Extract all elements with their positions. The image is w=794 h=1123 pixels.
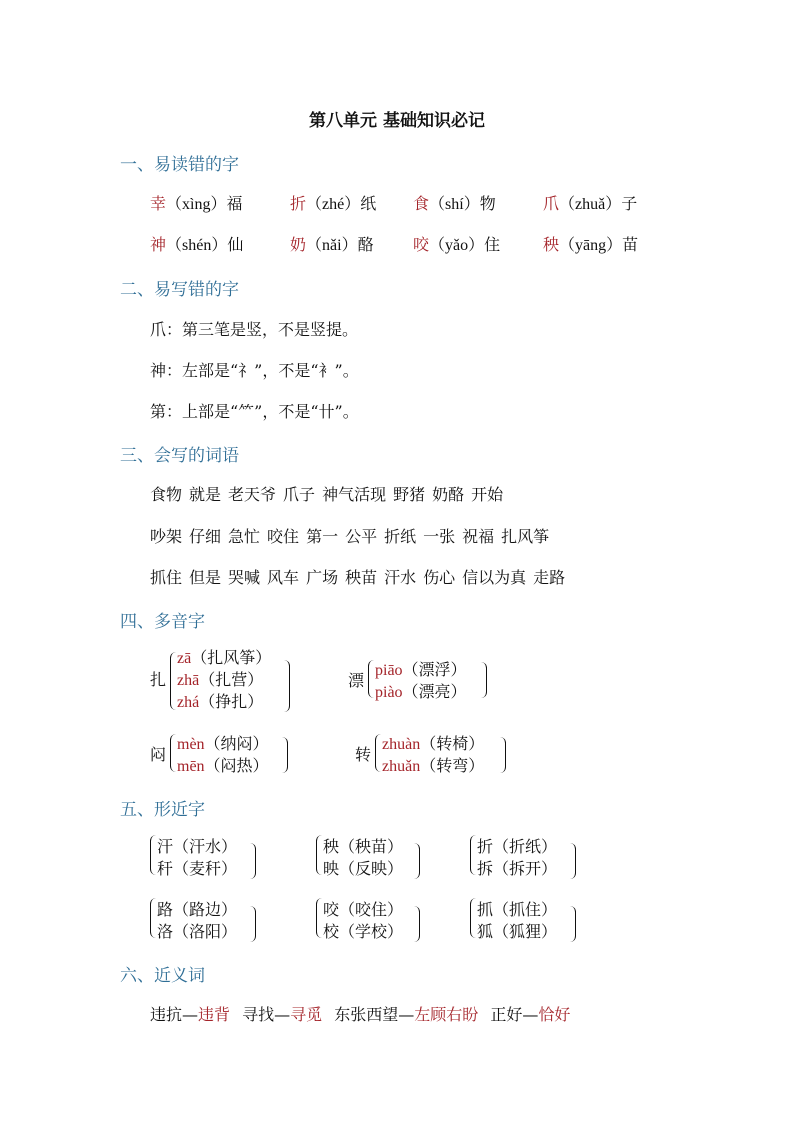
- polyphone-pinyin: piào: [375, 684, 403, 701]
- right-paren: [414, 906, 420, 942]
- word: 公平: [345, 527, 378, 546]
- reading-after: 酪: [357, 235, 374, 254]
- right-paren: [570, 843, 576, 879]
- reading-after: 住: [484, 235, 501, 254]
- reading-item: [413, 191, 496, 214]
- reading-after: 仙: [227, 235, 244, 254]
- polyphone-char: 扎: [150, 670, 167, 689]
- reading-char: 爪: [543, 194, 560, 213]
- word: 食物: [150, 485, 183, 504]
- polyphone-entry: [177, 689, 263, 712]
- writing-note: 爪：第三笔是竖，不是竖提。: [150, 320, 359, 339]
- word-line-2: [150, 524, 556, 547]
- section-heading-words: 三、会写的词语: [120, 446, 239, 466]
- similar-char: 汗（汗水）: [157, 837, 238, 856]
- word: 咬住: [267, 527, 300, 546]
- synonym-word: 东张西望—: [334, 1005, 415, 1024]
- word-line-1: [150, 482, 510, 505]
- reading-char: 折: [290, 194, 307, 213]
- word: 抓住: [150, 568, 183, 587]
- polyphone-pinyin: piāo: [375, 662, 403, 679]
- polyphone-word: （漂亮）: [402, 682, 467, 701]
- reading-pinyin: （nǎi）: [306, 237, 358, 254]
- similar-char: 秧（秧苗）: [323, 837, 404, 856]
- reading-item: [150, 232, 243, 255]
- reading-char: 食: [413, 194, 430, 213]
- similar-char: 秆（麦秆）: [157, 859, 238, 878]
- polyphone-pinyin: zā: [177, 650, 192, 667]
- reading-after: 苗: [622, 235, 639, 254]
- polyphone-pinyin: zhā: [177, 672, 200, 689]
- polyphone-entry: [177, 645, 271, 668]
- word: 风车: [267, 568, 300, 587]
- word: 祝福: [462, 527, 495, 546]
- reading-item: [150, 191, 242, 214]
- section-heading-polyphones: 四、多音字: [120, 612, 205, 632]
- synonym-match: 违背: [198, 1005, 231, 1024]
- polyphone-pinyin: zhá: [177, 694, 200, 711]
- similar-char: 抓（抓住）: [477, 900, 558, 919]
- synonym-match: 恰好: [538, 1005, 571, 1024]
- word: 老天爷: [228, 485, 277, 504]
- similar-char: 折（折纸）: [477, 837, 558, 856]
- left-brace: [170, 652, 177, 710]
- synonym-line: [150, 1002, 577, 1025]
- reading-item: [543, 232, 638, 255]
- polyphone-entry: [375, 657, 467, 680]
- word: 开始: [471, 485, 504, 504]
- reading-after: 福: [226, 194, 243, 213]
- writing-note: 第：上部是“⺮”，不是“卄”。: [150, 402, 359, 421]
- similar-char: 路（路边）: [157, 900, 238, 919]
- reading-char: 秧: [543, 235, 560, 254]
- reading-pinyin: （yāng）: [559, 237, 623, 254]
- synonym-match: 左顾右盼: [414, 1005, 479, 1024]
- word: 信以为真: [462, 568, 527, 587]
- section-heading-easy-miswrite: 二、易写错的字: [120, 280, 239, 300]
- right-paren: [570, 906, 576, 942]
- word: 奶酪: [432, 485, 465, 504]
- right-paren: [250, 906, 256, 942]
- left-brace: [316, 898, 323, 938]
- reading-item: [543, 191, 637, 214]
- reading-after: 物: [479, 194, 496, 213]
- left-brace: [150, 898, 157, 938]
- right-paren: [284, 660, 290, 712]
- reading-char: 幸: [150, 194, 167, 213]
- left-brace: [368, 660, 375, 698]
- word: 汗水: [384, 568, 417, 587]
- reading-item: [290, 232, 374, 255]
- reading-char: 神: [150, 235, 167, 254]
- word-line-3: [150, 565, 572, 588]
- reading-pinyin: （xìng）: [166, 196, 227, 213]
- reading-pinyin: （shén）: [166, 237, 228, 254]
- left-brace: [470, 835, 477, 875]
- word: 神气活现: [322, 485, 387, 504]
- similar-char: 拆（拆开）: [477, 859, 558, 878]
- word: 吵架: [150, 527, 183, 546]
- synonym-word: 违抗—: [150, 1005, 199, 1024]
- polyphone-pinyin: zhuàn: [382, 736, 421, 753]
- synonym-word: 寻找—: [242, 1005, 291, 1024]
- polyphone-char: 漂: [348, 671, 365, 690]
- polyphone-char: 转: [355, 745, 372, 764]
- reading-after: 纸: [360, 194, 377, 213]
- polyphone-word: （闷热）: [204, 756, 269, 775]
- word: 秧苗: [345, 568, 378, 587]
- word: 哭喊: [228, 568, 261, 587]
- word: 就是: [189, 485, 222, 504]
- polyphone-pinyin: mēn: [177, 758, 205, 775]
- left-brace: [375, 734, 382, 772]
- right-paren: [414, 843, 420, 879]
- word: 急忙: [228, 527, 261, 546]
- section-heading-similar: 五、形近字: [120, 800, 205, 820]
- word: 走路: [533, 568, 566, 587]
- right-paren: [500, 737, 506, 773]
- word: 爪子: [283, 485, 316, 504]
- reading-after: 子: [621, 194, 638, 213]
- reading-pinyin: （shí）: [429, 196, 480, 213]
- left-brace: [470, 898, 477, 938]
- polyphone-char: 闷: [150, 745, 167, 764]
- word: 伤心: [423, 568, 456, 587]
- reading-char: 咬: [413, 235, 430, 254]
- polyphone-word: （转弯）: [420, 756, 485, 775]
- right-paren: [481, 662, 487, 698]
- reading-pinyin: （zhé）: [306, 196, 361, 213]
- similar-char: 校（学校）: [323, 922, 404, 941]
- similar-char: 狐（狐狸）: [477, 922, 558, 941]
- similar-char: 咬（咬住）: [323, 900, 404, 919]
- section-heading-synonyms: 六、近义词: [120, 966, 205, 986]
- section-heading-easy-misread: 一、易读错的字: [120, 155, 239, 175]
- polyphone-entry: [382, 731, 484, 754]
- polyphone-word: （扎营）: [199, 670, 264, 689]
- polyphone-entry: [382, 753, 484, 776]
- polyphone-pinyin: mèn: [177, 736, 205, 753]
- word: 野猪: [393, 485, 426, 504]
- word: 广场: [306, 568, 339, 587]
- word: 扎风筝: [501, 527, 550, 546]
- word: 一张: [423, 527, 456, 546]
- word: 折纸: [384, 527, 417, 546]
- synonym-word: 正好—: [490, 1005, 539, 1024]
- similar-char: 映（反映）: [323, 859, 404, 878]
- polyphone-pinyin: zhuǎn: [382, 758, 421, 775]
- writing-note: 神：左部是“礻”，不是“衤”。: [150, 361, 359, 380]
- left-brace: [150, 835, 157, 875]
- left-brace: [170, 734, 177, 772]
- polyphone-word: （挣扎）: [199, 692, 264, 711]
- polyphone-word: （纳闷）: [204, 734, 269, 753]
- polyphone-word: （漂浮）: [402, 660, 467, 679]
- right-paren: [282, 737, 288, 773]
- polyphone-entry: [375, 679, 467, 702]
- reading-pinyin: （yǎo）: [429, 237, 485, 254]
- reading-pinyin: （zhuǎ）: [559, 196, 622, 213]
- synonym-match: 寻觅: [290, 1005, 323, 1024]
- left-brace: [316, 835, 323, 875]
- polyphone-entry: [177, 731, 269, 754]
- page-title: 第八单元 基础知识必记: [309, 111, 485, 131]
- polyphone-entry: [177, 753, 269, 776]
- right-paren: [250, 843, 256, 879]
- word: 第一: [306, 527, 339, 546]
- polyphone-word: （转椅）: [420, 734, 485, 753]
- reading-item: [413, 232, 500, 255]
- word: 仔细: [189, 527, 222, 546]
- similar-char: 洛（洛阳）: [157, 922, 238, 941]
- polyphone-word: （扎风筝）: [191, 648, 272, 667]
- word: 但是: [189, 568, 222, 587]
- reading-char: 奶: [290, 235, 307, 254]
- polyphone-entry: [177, 667, 263, 690]
- reading-item: [290, 191, 376, 214]
